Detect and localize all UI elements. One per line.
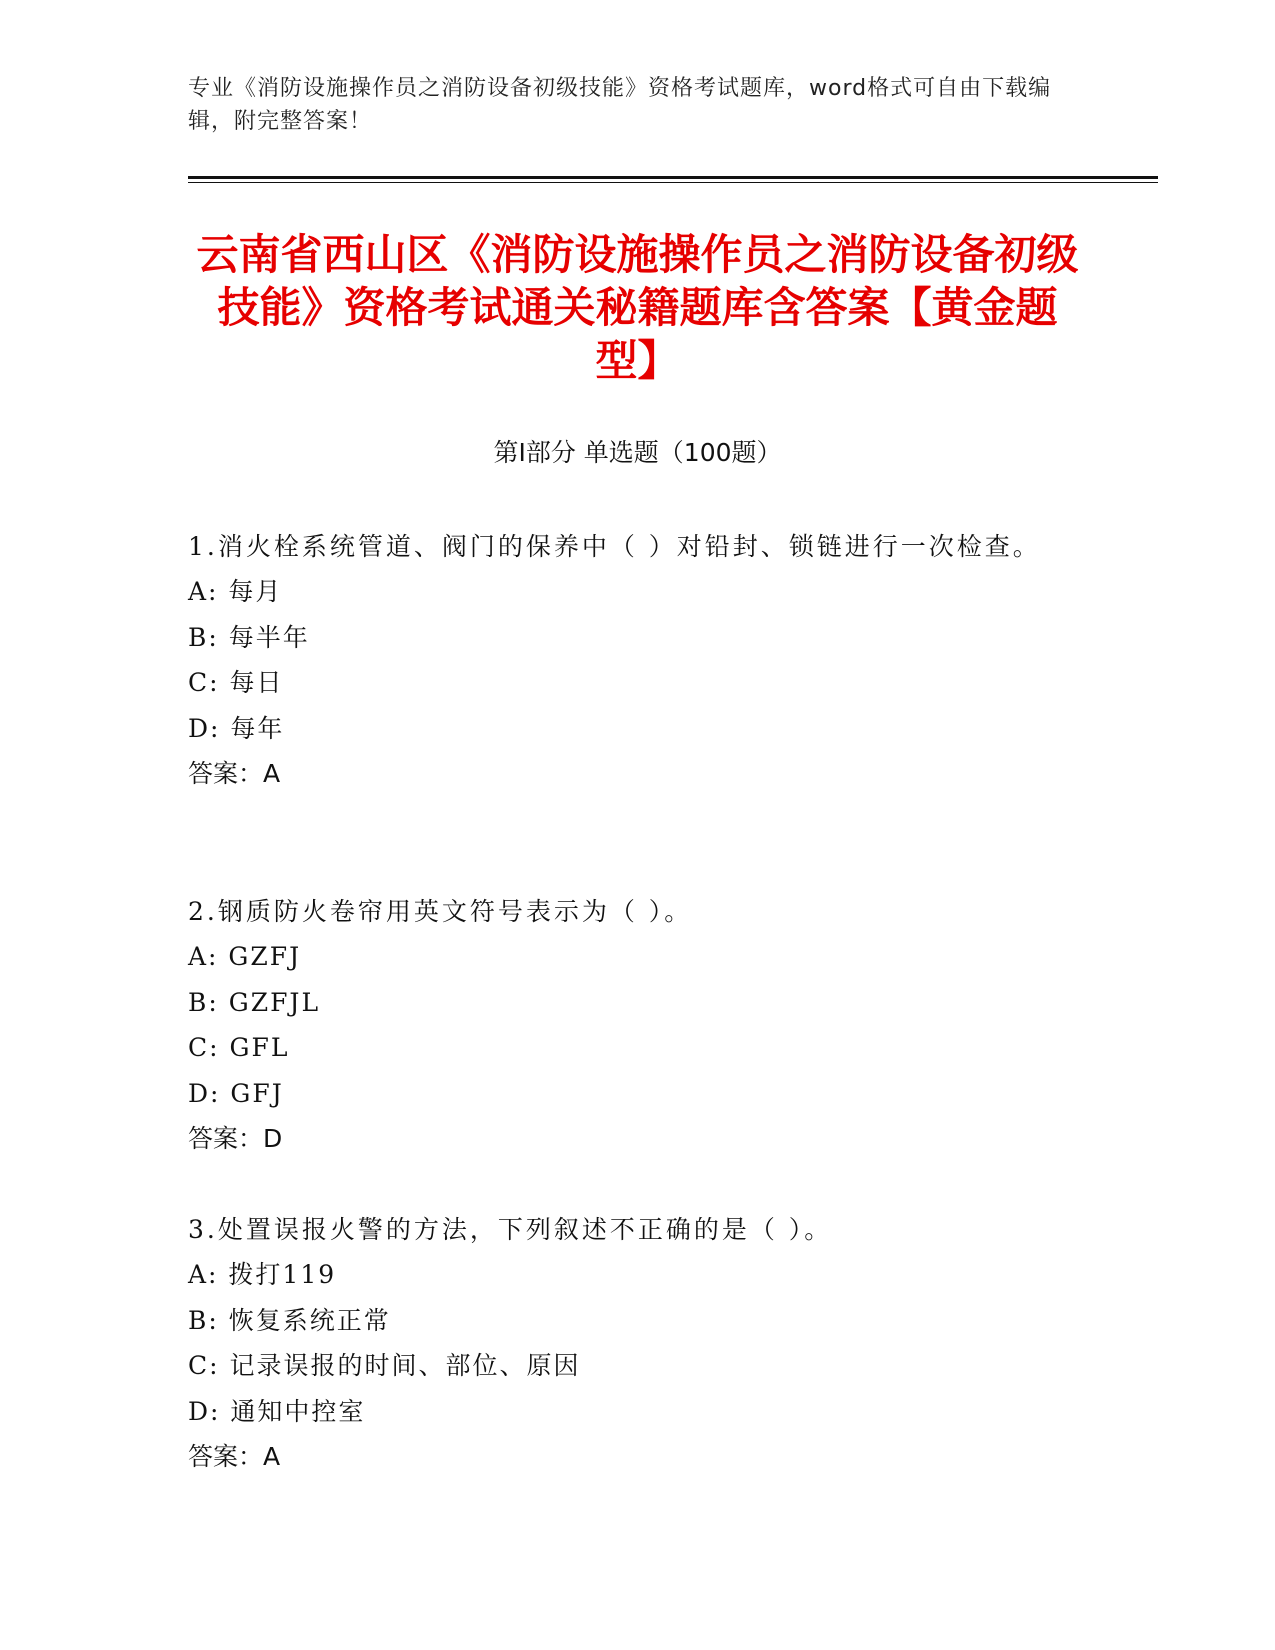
option-b: B: 每半年	[188, 622, 310, 652]
option-b: B: GZFJL	[188, 987, 321, 1017]
answer: 答案：A	[188, 1442, 281, 1471]
answer: 答案：D	[188, 1124, 283, 1153]
option-a: A: 每月	[188, 577, 283, 606]
option-c: C: GFL	[188, 1033, 290, 1062]
question-2	[188, 889, 1068, 1162]
header-note: 专业《消防设施操作员之消防设备初级技能》资格考试题库，word格式可自由下载编辑，附完整答案！	[188, 76, 1052, 134]
question-1	[188, 524, 1068, 797]
option-a: A: GZFJ	[188, 942, 302, 971]
question-stem: 1.消火栓系统管道、阀门的保养中（ ）对铅封、锁链进行一次检查。	[188, 532, 1041, 561]
option-c: C: 每日	[188, 668, 284, 697]
option-b: B: 恢复系统正常	[188, 1305, 391, 1335]
option-a: A: 拨打119	[188, 1260, 337, 1289]
question-stem: 3.处置误报火警的方法，下列叙述不正确的是（ ）。	[188, 1215, 833, 1244]
option-d: D: 每年	[188, 713, 285, 743]
header-rule-thin	[188, 182, 1158, 183]
section-title: 第Ⅰ部分 单选题（100题）	[493, 438, 782, 467]
answer: 答案：A	[188, 759, 281, 788]
header-rule-thick	[188, 176, 1158, 179]
option-d: D: 通知中控室	[188, 1396, 366, 1426]
option-c: C: 记录误报的时间、部位、原因	[188, 1351, 581, 1380]
option-d: D: GFJ	[188, 1078, 284, 1108]
question-stem: 2.钢质防火卷帘用英文符号表示为（ ）。	[188, 897, 693, 926]
document-title: 云南省西山区《消防设施操作员之消防设备初级技能》资格考试通关秘籍题库含答案【黄金题型】	[196, 230, 1079, 385]
question-3	[188, 1207, 1068, 1480]
